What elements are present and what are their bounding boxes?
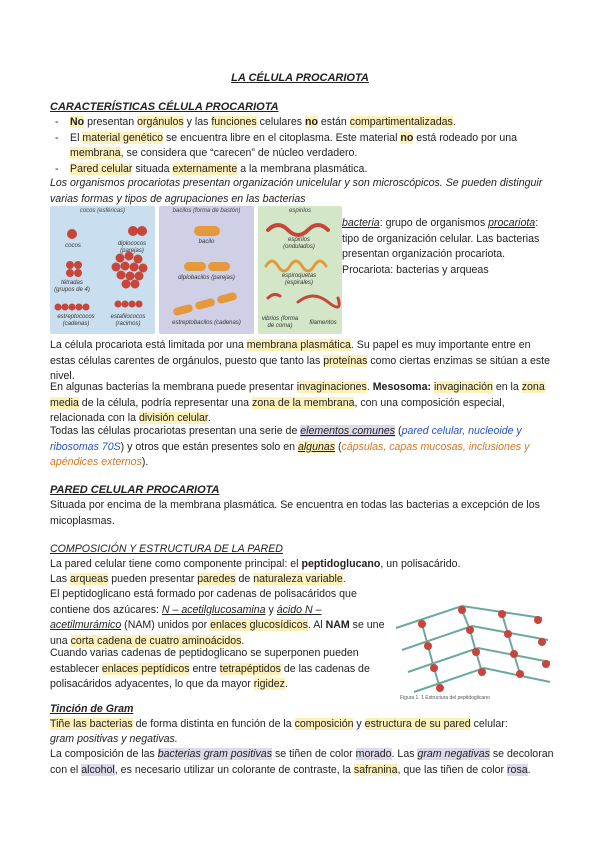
composicion-line-1: La pared celular tiene como componente principal: el peptidoglucano, un polisacárido. — [50, 558, 461, 570]
figure-caption: Figura 1. 1 Estructura del peptidoglicano — [400, 695, 490, 701]
intro-text: Los organismos procariotas presentan organización unicelular y son microscópicos. Se pueden distinguir varias formas y tipos de agrupaciones en las bacterias — [50, 177, 543, 205]
paragraph-mesosoma: En algunas bacterias la membrana puede presentar invaginaciones. Mesosoma: invaginación en la zona media de la célula, podría representar una zona de la membrana, con una composición especial, relacionada con la división celular. — [50, 381, 545, 424]
figure-panel-bacilos: bacilos (forma de bastón) bacilo diplobacilos (parejas) estreptobacilos (cadenas) — [159, 206, 254, 334]
enlaces-paragraph: Cuando varias cadenas de peptidoglicano se superponen pueden establecer enlaces peptídicos entre tetrapéptidos de las cadenas de polisacáridos adyacentes, lo que da mayor rigidez. — [50, 647, 370, 690]
peptidoglicano-paragraph: El peptidoglicano está formado por cadenas de polisacáridos que contiene dos azúcares: N – acetilglucosamina y ácido N – acetilmurámico (NAM) unidos por enlaces glucosídicos. Al NAM se une una corta cadena de cuatro aminoácidos. — [50, 588, 385, 647]
section-heading-composicion: COMPOSICIÓN Y ESTRUCTURA DE LA PARED — [50, 543, 283, 555]
bacilos-illustration — [159, 206, 254, 334]
figure-panel-espirilos: espirilos espirilos (ondulados) espiroquetas (espirales) vibrios (forma de coma) filamentos — [258, 206, 342, 334]
definitions-text: bacteria: grupo de organismos procariota: tipo de organización celular. Las bacterias presentan organización procariota. Procariota: bacterias y arqueas — [342, 217, 540, 276]
paragraph-elementos: Todas las células procariotas presentan una serie de elementos comunes (pared celular, nucleoide y ribosomas 70S) y otros que están presentes solo en algunas (cápsulas, capas mucosas, inclusiones y apéndices externos). — [50, 425, 530, 468]
section-heading-pared: PARED CELULAR PROCARIOTA — [50, 484, 220, 496]
section-heading-caracteristicas: CARACTERÍSTICAS CÉLULA PROCARIOTA — [50, 101, 279, 113]
figure-panel-cocos: cocos (esféricas) cocos diplococos (parejas) tétradas (grupos de 4) estreptococos (cadenas) estafilococos (racimos) — [50, 206, 155, 334]
list-item: - Pared celular situada externamente a la membrana plasmática. — [50, 162, 550, 178]
espirilos-illustration — [258, 206, 342, 334]
paragraph-membrana: La célula procariota está limitada por una membrana plasmática. Su papel es muy importante entre en estas células carentes de orgánulos, puesto que tanto las proteínas como ciertas enzimas se sitúan a este nivel. — [50, 339, 550, 382]
peptidoglycan-diagram — [392, 598, 552, 698]
characteristics-list — [50, 115, 550, 177]
section-heading-gram: Tinción de Gram — [50, 703, 134, 715]
composicion-line-2: Las arqueas pueden presentar paredes de naturaleza variable. — [50, 573, 346, 585]
pared-text: Situada por encima de la membrana plasmática. Se encuentra en todas las bacterias a excepción de los micoplasmas. — [50, 499, 540, 527]
list-item: - No presentan orgánulos y las funciones celulares no están compartimentalizadas. — [50, 115, 550, 131]
gram-line-1: Tiñe las bacterias de forma distinta en función de la composición y estructura de su pared celular: — [50, 718, 508, 730]
list-item: - El material genético se encuentra libre en el citoplasma. Este material no está rodeado por una membrana, se considera que “carecen” de núcleo verdadero. — [50, 131, 550, 162]
gram-paragraph: La composición de las bacterias gram positivas se tiñen de color morado. Las gram negativas se decoloran con el alcohol, es necesario utilizar un colorante de contraste, la safranina, que las tiñen de color rosa. — [50, 748, 554, 776]
page-title: LA CÉLULA PROCARIOTA — [231, 72, 369, 84]
gram-line-2: gram positivas y negativas. — [50, 733, 178, 745]
